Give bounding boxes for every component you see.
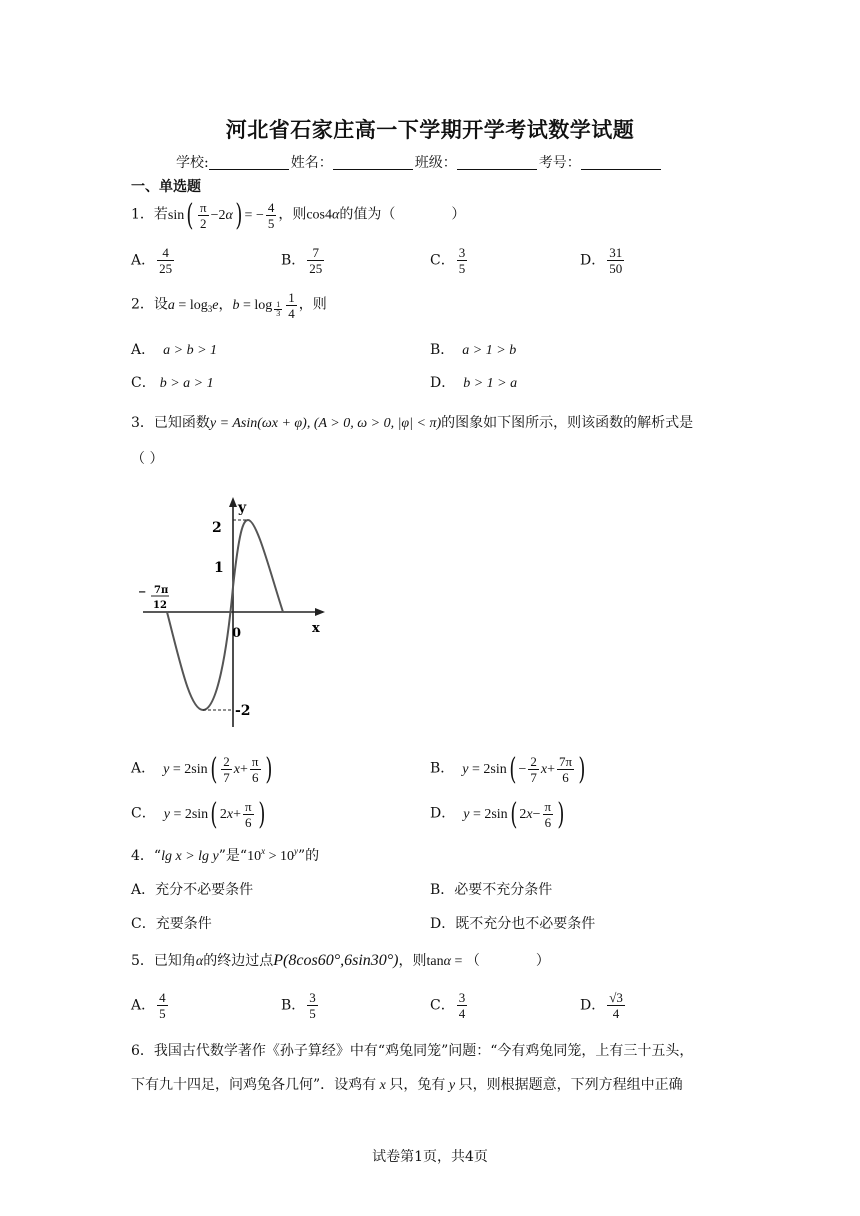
q2-option-c[interactable] — [131, 372, 214, 392]
page-title: 河北省石家庄高一下学期开学考试数学试题 — [225, 118, 635, 142]
option-label: C． — [430, 252, 455, 269]
question-3 — [131, 412, 693, 432]
option-label: C． — [131, 375, 156, 391]
option-label: A． — [131, 252, 156, 269]
question-2 — [131, 290, 327, 321]
option-label: D． — [430, 916, 456, 932]
section-heading: 一、单选题 — [131, 179, 201, 195]
q3-sine-graph — [135, 492, 335, 732]
q5-trail2: （ ） — [465, 953, 550, 969]
q2-option-a[interactable] — [131, 339, 217, 359]
page-footer: 试卷第1页，共4页 — [372, 1149, 488, 1165]
option-expr: y = 2sin( − $\frac{2}{7}$ x+ $\frac{7\pi}{6}$ ) — [462, 752, 586, 787]
q1-trail: ，则 — [278, 206, 307, 223]
question-6-line-1 — [131, 1040, 693, 1060]
q5-mid: 的终边过点 — [203, 953, 274, 969]
option-label: B． — [430, 760, 455, 777]
q5-trail: ，则 — [398, 953, 427, 969]
option-text: 既不充分也不必要条件 — [455, 916, 596, 932]
option-label: A． — [131, 997, 156, 1014]
question-number: 2． — [131, 296, 154, 313]
option-label: B． — [430, 882, 455, 898]
option-expr: y = 2sin( 2x− $\frac{\pi}{6}$ ) — [463, 797, 565, 832]
option-fraction: $\frac{√3}{4}$ — [609, 990, 623, 1021]
q3-lead: 已知函数 — [153, 415, 210, 431]
tick-neg2-label: -2 — [235, 703, 251, 719]
question-4 — [131, 845, 319, 865]
q6-text-2c: 只，则根据题意，下列方程组中正确 — [458, 1077, 683, 1093]
origin-label: 0 — [232, 626, 242, 641]
option-expr: a > b > 1 — [163, 343, 218, 358]
school-label: 学校: — [176, 155, 209, 171]
q2-formula: $a = \log_3e$，b = log $_{\frac{1}{3}}$ $\frac{1}{4}$ — [167, 290, 295, 321]
option-fraction: $\frac{31}{50}$ — [609, 245, 623, 276]
q1-lead: 若 — [153, 206, 168, 223]
q3-expr: y = Asin(ωx + φ), (A > 0, ω > 0, |φ| < π) — [209, 416, 442, 431]
option-fraction: $\frac{3}{5}$ — [309, 990, 316, 1021]
question-5 — [131, 950, 550, 970]
q3-paren: （ ） — [131, 451, 164, 467]
q4-option-c[interactable] — [131, 913, 212, 933]
left-root-denominator: 12 — [153, 600, 167, 611]
y-axis-label: y — [238, 500, 247, 516]
option-text: 必要不充分条件 — [454, 882, 553, 898]
q3-trail: 的图象如下图所示，则该函数的解析式是 — [441, 415, 694, 431]
q5-option-b[interactable] — [281, 990, 320, 1021]
q6-text-2b: 只，兔有 — [389, 1077, 446, 1093]
question-number: 3． — [131, 415, 154, 431]
q6-text-2a: 下有九十四足，问鸡兔各几何”．设鸡有 — [131, 1077, 377, 1093]
q5-lead: 已知角 — [153, 953, 196, 969]
tick-2-label: 2 — [212, 520, 222, 536]
q2-option-d[interactable] — [430, 372, 517, 392]
q6-text-1: 我国古代数学著作《孙子算经》中有“鸡兔同笼”问题：“今有鸡兔同笼，上有三十五头， — [153, 1043, 694, 1059]
tick-1-label: 1 — [214, 560, 224, 576]
q3-option-c[interactable] — [131, 797, 267, 832]
question-number: 6． — [131, 1043, 154, 1059]
option-fraction: $\frac{4}{25}$ — [159, 245, 173, 276]
option-label: A． — [131, 342, 156, 358]
q5-tan-expr: tanα = — [426, 954, 466, 969]
q3-option-a[interactable] — [131, 752, 274, 787]
option-expr: y = 2sin( 2x+ $\frac{\pi}{6}$ ) — [163, 797, 265, 832]
option-label: D． — [580, 252, 606, 269]
class-label: 班级： — [414, 155, 457, 171]
q4-expr-2: $10^x > 10^y$ — [247, 846, 298, 864]
option-label: D． — [430, 375, 456, 391]
option-expr: y = 2sin( $\frac{2}{7}$ x+ $\frac{\pi}{6}$ ) — [163, 752, 272, 787]
q1-trail2: 的值为（ ） — [339, 206, 466, 223]
q6-var-y: y — [445, 1078, 459, 1093]
q4-option-d[interactable] — [430, 913, 595, 933]
question-1 — [131, 198, 465, 233]
option-label: B． — [430, 342, 455, 358]
x-axis-label: x — [312, 621, 320, 636]
option-fraction: $\frac{7}{25}$ — [309, 245, 323, 276]
q4-mid-text: ”是“ — [218, 848, 248, 864]
school-blank[interactable] — [209, 155, 289, 170]
q5-option-c[interactable] — [430, 990, 469, 1021]
q4-quote-open: “ — [153, 848, 162, 864]
question-6-line-2 — [131, 1074, 683, 1094]
q2-trail: ，则 — [298, 296, 327, 313]
option-fraction: $\frac{3}{5}$ — [458, 245, 466, 276]
x-axis-arrow — [315, 608, 325, 616]
q4-trail: ”的 — [297, 848, 320, 864]
student-info-line — [176, 152, 663, 172]
number-label: 考号： — [538, 155, 581, 171]
option-fraction: $\frac{4}{5}$ — [159, 990, 166, 1021]
q1-option-d[interactable] — [580, 245, 626, 276]
q4-option-a[interactable] — [131, 879, 253, 899]
q1-formula: sin( $\frac{\pi}{2}$ −2α) = − $\frac{4}{5}$ — [167, 198, 275, 233]
q5-option-a[interactable] — [131, 990, 170, 1021]
q3-option-b[interactable] — [430, 752, 588, 787]
q1-option-c[interactable] — [430, 245, 469, 276]
q5-point: P(8cos60°,6sin30°) — [273, 952, 399, 969]
question-number: 1． — [131, 206, 154, 223]
q4-expr-1: lg x > lg y — [161, 849, 219, 864]
option-label: C． — [131, 805, 156, 822]
name-label: 姓名： — [290, 155, 333, 171]
option-label: A． — [131, 760, 156, 777]
option-expr: b > a > 1 — [159, 376, 214, 391]
option-label: D． — [580, 997, 606, 1014]
option-text: 充要条件 — [155, 916, 212, 932]
q1-option-b[interactable] — [281, 245, 326, 276]
option-text: 充分不必要条件 — [155, 882, 254, 898]
y-axis-arrow — [229, 497, 237, 507]
option-expr: a > 1 > b — [462, 343, 517, 358]
q5-alpha: α — [195, 954, 204, 969]
left-root-minus: − — [138, 587, 147, 598]
q5-option-d[interactable] — [580, 990, 627, 1021]
option-label: B． — [281, 997, 306, 1014]
question-number: 5． — [131, 953, 154, 969]
option-label: A． — [131, 882, 156, 898]
number-blank[interactable] — [581, 155, 661, 170]
option-label: D． — [430, 805, 456, 822]
q1-cos-expr: cos4α — [306, 207, 340, 223]
left-root-numerator: 7π — [154, 585, 169, 596]
sine-curve — [167, 520, 283, 710]
option-expr: b > 1 > a — [463, 376, 518, 391]
name-blank[interactable] — [333, 155, 413, 170]
q4-option-b[interactable] — [430, 879, 552, 899]
q3-option-d[interactable] — [430, 797, 567, 832]
q2-lead: 设 — [153, 296, 168, 313]
q2-option-b[interactable] — [430, 339, 516, 359]
q6-var-x: x — [376, 1078, 390, 1093]
q1-option-a[interactable] — [131, 245, 176, 276]
question-number: 4． — [131, 848, 154, 864]
option-label: C． — [430, 997, 455, 1014]
option-fraction: $\frac{3}{4}$ — [458, 990, 466, 1021]
option-label: C． — [131, 916, 156, 932]
class-blank[interactable] — [457, 155, 537, 170]
option-label: B． — [281, 252, 306, 269]
